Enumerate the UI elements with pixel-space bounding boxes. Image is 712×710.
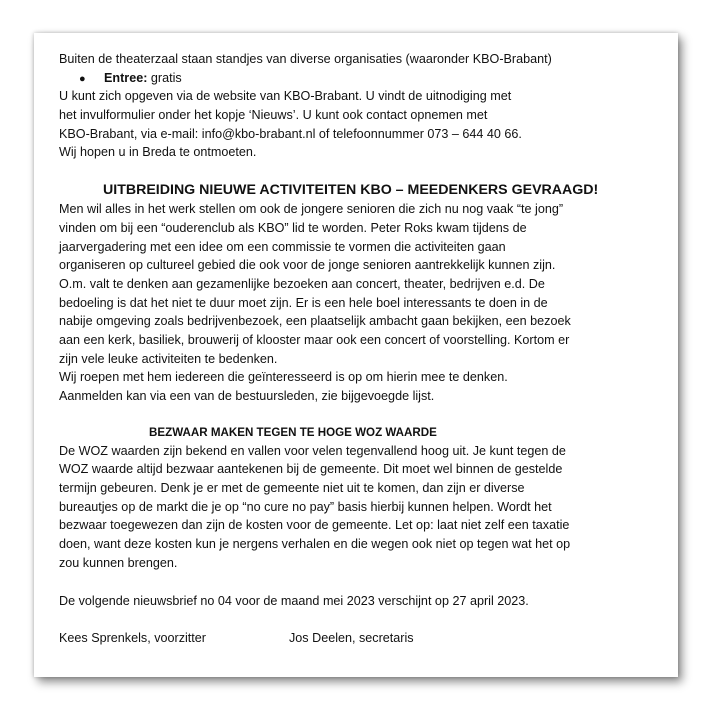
paragraph-line: Men wil alles in het werk stellen om ook de jongere senioren die zich nu nog vaak “te jong” — [59, 202, 564, 217]
paragraph-line: termijn gebeuren. Denk je er met de gemeente niet uit te komen, dan zijn er diverse — [59, 481, 525, 496]
intro-line-1: Buiten de theaterzaal staan standjes van diverse organisaties (waaronder KBO-Brabant) — [59, 52, 552, 66]
section-heading-activities: UITBREIDING NIEUWE ACTIVITEITEN KBO – MEEDENKERS GEVRAAGD! — [103, 182, 599, 199]
intro-line-5: Wij hopen u in Breda te ontmoeten. — [59, 145, 257, 160]
paragraph-line: Wij roepen met hem iedereen die geïnteresseerd is op om hierin mee te denken. — [59, 370, 508, 385]
paragraph-line: nabije omgeving zoals bedrijvenbezoek, een plaatselijk ambacht gaan bekijken, een bezoek — [59, 314, 571, 329]
intro-line-4: KBO-Brabant, via e-mail: info@kbo-brabant.nl of telefoonnummer 073 – 644 40 66. — [59, 126, 522, 141]
entree-value: gratis — [147, 70, 182, 85]
entree-bullet — [59, 69, 659, 88]
paragraph-line: O.m. valt te denken aan gezamenlijke bezoeken aan concert, theater, bedrijven e.d. De — [59, 276, 545, 291]
section-body-activities — [59, 200, 659, 406]
document-page — [34, 33, 678, 677]
paragraph-line: doen, want deze kosten kun je nergens verhalen en die wegen ook niet op tegen wat het op — [59, 537, 571, 552]
signature-secretary: Jos Deelen, secretaris — [289, 631, 414, 646]
paragraph-line: bezwaar toegewezen dan zijn de kosten voor de gemeente. Let op: laat niet zelf een taxatie — [59, 518, 570, 533]
signature-chairman: Kees Sprenkels, voorzitter — [59, 631, 206, 646]
paragraph-line: vinden om bij een “ouderenclub als KBO” lid te worden. Peter Roks kwam tijdens de — [59, 220, 527, 235]
spacer — [59, 406, 659, 424]
spacer — [59, 162, 659, 181]
section-body-woz — [59, 442, 659, 573]
document-body — [59, 50, 659, 648]
paragraph-line: Aanmelden kan via een van de bestuursleden, zie bijgevoegde lijst. — [59, 389, 435, 403]
paragraph-line: bedoeling is dat het niet te duur moet zijn. Er is een hele boel interessants te doen in de — [59, 295, 548, 310]
paragraph-line: zijn vele leuke activiteiten te bedenken. — [59, 351, 278, 366]
paragraph-line: De WOZ waarden zijn bekend en vallen voor velen tegenvallend hoog uit. Je kunt tegen de — [59, 443, 566, 458]
paragraph-line: zou kunnen brengen. — [59, 555, 178, 570]
spacer — [59, 610, 659, 629]
spacer — [59, 573, 659, 592]
paragraph-line: aan een kerk, basiliek, brouwerij of klooster maar ook een concert of voorstelling. Kortom er — [59, 332, 570, 347]
section-heading-woz: BEZWAAR MAKEN TEGEN TE HOGE WOZ WAARDE — [149, 425, 437, 439]
bullet-icon: ● — [79, 72, 86, 85]
paragraph-line: organiseren op cultureel gebied die ook voor de jonge senioren aantrekkelijk kunnen zijn. — [59, 258, 556, 273]
next-issue-notice: De volgende nieuwsbrief no 04 voor de maand mei 2023 verschijnt op 27 april 2023. — [59, 593, 529, 608]
intro-line-3: het invulformulier onder het kopje ‘Nieuws’. U kunt ook contact opnemen met — [59, 108, 488, 123]
paragraph-line: jaarvergadering met een idee om een commissie te vormen die activiteiten gaan — [59, 239, 506, 254]
signatures — [59, 629, 659, 648]
paragraph-line: WOZ waarde altijd bezwaar aantekenen bij de gemeente. Dit moet wel binnen de gestelde — [59, 462, 563, 477]
intro-line-2: U kunt zich opgeven via de website van KBO-Brabant. U vindt de uitnodiging met — [59, 89, 512, 104]
paragraph-line: bureautjes op de markt die je op “no cure no pay” basis hierbij kunnen helpen. Wordt het — [59, 499, 552, 514]
entree-label: Entree: — [104, 70, 148, 85]
